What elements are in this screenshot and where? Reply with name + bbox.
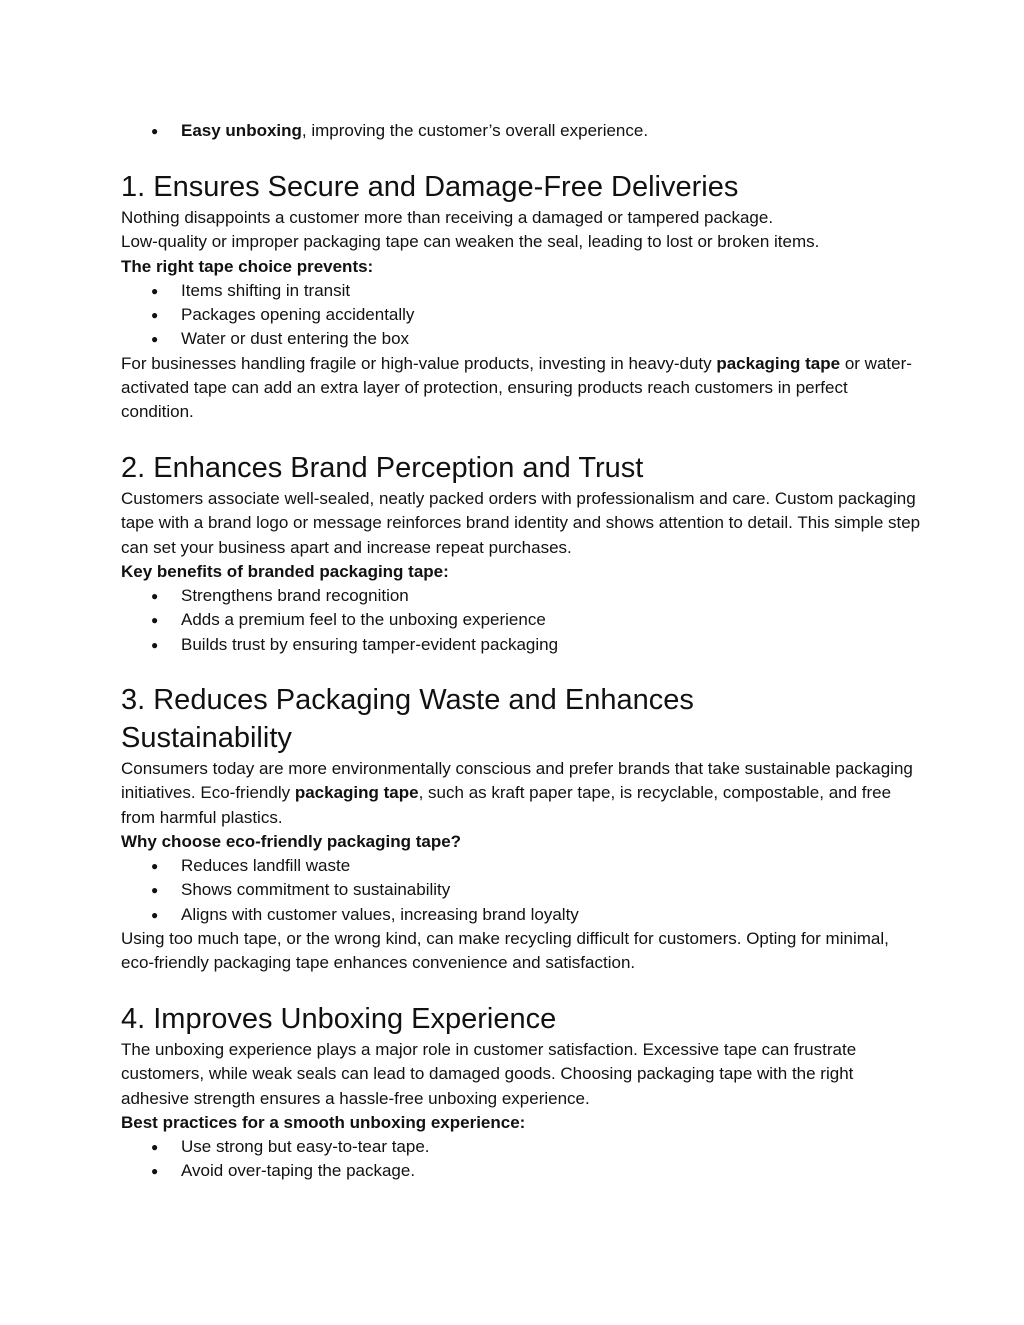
- section-heading: 4. Improves Unboxing Experience: [121, 1003, 557, 1035]
- bullet-list: [121, 1135, 921, 1184]
- text-run: For businesses handling fragile or high-value products, investing in heavy-duty: [121, 353, 717, 373]
- paragraph: [121, 757, 921, 830]
- section-heading: 2. Enhances Brand Perception and Trust: [121, 452, 644, 484]
- paragraph: Using too much tape, or the wrong kind, can make recycling difficult for customers. Opting for minimal, eco-friendly packaging tape enhances convenience and satisfaction.: [121, 929, 889, 973]
- section-brand-perception: [121, 449, 921, 657]
- list-item: ● Aligns with customer values, increasing brand loyalty: [121, 903, 921, 927]
- section-heading: [121, 681, 921, 757]
- bold-term: packaging tape: [294, 783, 419, 803]
- bullet-list: [121, 279, 921, 352]
- section-secure-deliveries: [121, 168, 921, 425]
- list-title: Key benefits of branded packaging tape:: [121, 561, 449, 581]
- bullet-list: [121, 854, 921, 927]
- bold-term: Easy unboxing: [181, 121, 302, 140]
- list-title: Best practices for a smooth unboxing experience:: [121, 1112, 526, 1132]
- paragraph: Nothing disappoints a customer more than receiving a damaged or tampered package.: [121, 208, 774, 227]
- list-item: ● Shows commitment to sustainability: [121, 878, 921, 902]
- section-sustainability: [121, 681, 921, 976]
- list-title: The right tape choice prevents:: [121, 256, 374, 276]
- text-run: or water-activated tape can add an extra layer of protection, ensuring products reach customers in perfect condition.: [121, 353, 912, 422]
- list-item: ● Items shifting in transit: [121, 279, 921, 303]
- list-item: ● Water or dust entering the box: [121, 327, 921, 351]
- list-item: [121, 119, 648, 143]
- heading-line: 3. Reduces Packaging Waste and Enhances: [121, 684, 694, 716]
- heading-line: Sustainability: [121, 722, 292, 754]
- text-run: Consumers today are more environmentally conscious and prefer brands that take sustainable packaging initiatives. Eco-friendly: [121, 759, 913, 803]
- list-item: ● Adds a premium feel to the unboxing experience: [121, 608, 921, 632]
- list-item: ● Strengthens brand recognition: [121, 584, 921, 608]
- section-unboxing-experience: [121, 1000, 921, 1184]
- list-item: ● Reduces landfill waste: [121, 854, 921, 878]
- text-run: , such as kraft paper tape, is recyclable, compostable, and free from harmful plastics.: [121, 783, 892, 827]
- list-item: ● Builds trust by ensuring tamper-evident packaging: [121, 633, 921, 657]
- bold-term: packaging tape: [716, 353, 841, 373]
- paragraph: Low-quality or improper packaging tape can weaken the seal, leading to lost or broken items.: [121, 232, 820, 252]
- list-title: Why choose eco-friendly packaging tape?: [121, 831, 462, 851]
- list-item: ● Avoid over-taping the package.: [121, 1159, 921, 1183]
- intro-bullet-list: [121, 119, 648, 143]
- paragraph: The unboxing experience plays a major role in customer satisfaction. Excessive tape can frustrate customers, while weak seals can lead to damaged goods. Choosing packaging tape with the right adhesive strength ensures a hassle-free unboxing experience.: [121, 1040, 857, 1108]
- section-heading: 1. Ensures Secure and Damage-Free Deliveries: [121, 171, 739, 203]
- bullet-list: [121, 584, 921, 657]
- item-text: , improving the customer’s overall experience.: [301, 121, 649, 140]
- paragraph: [121, 352, 921, 425]
- list-item: ● Packages opening accidentally: [121, 303, 921, 327]
- paragraph: Customers associate well-sealed, neatly packed orders with professionalism and care. Custom packaging tape with a brand logo or message reinforces brand identity and shows attention to detail. This simple step can set your business apart and increase repeat purchases.: [121, 489, 921, 557]
- list-item: ● Use strong but easy-to-tear tape.: [121, 1135, 921, 1159]
